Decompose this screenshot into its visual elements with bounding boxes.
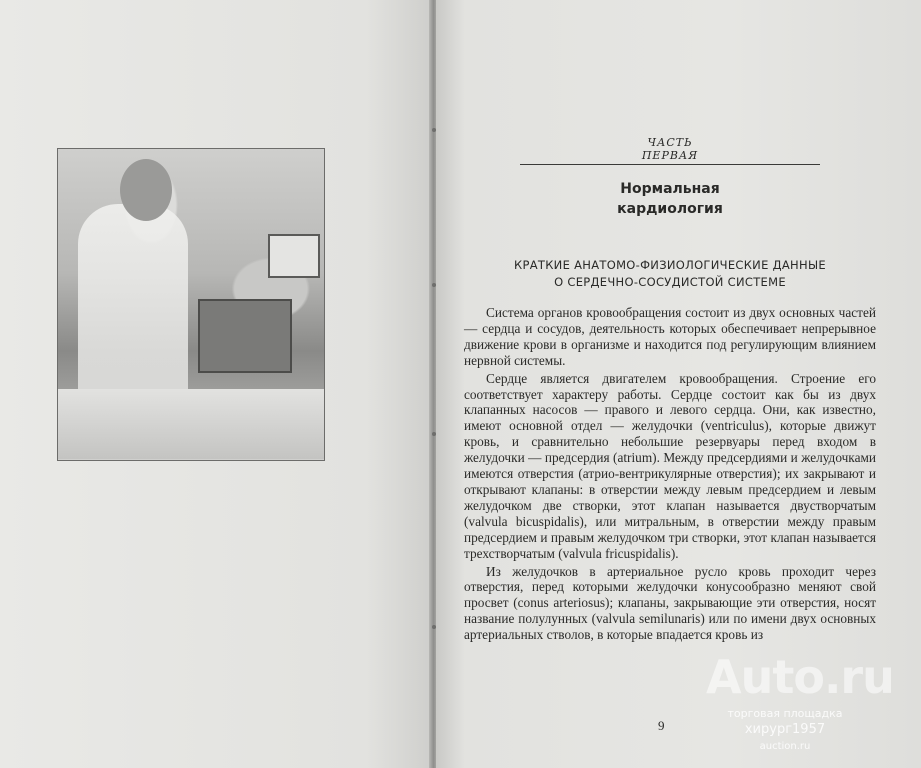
left-page	[0, 0, 431, 768]
part-label-line1: ЧАСТЬ	[647, 136, 693, 149]
paragraph: Система органов кровообращения состоит из двух основных частей — сердца и сосудов, деятельность которых обеспечивает непрерывное движение крови в организме и находится под регулирующим влиянием нервной системы.	[464, 305, 876, 368]
section-title	[464, 257, 876, 291]
section-title-line2: О СЕРДЕЧНО-СОСУДИСТОЙ СИСТЕМЕ	[554, 275, 786, 289]
paragraph: Сердце является двигателем кровообращения. Строение его соответствует характеру работы. Сердце состоит как бы из двух клапанных насосов — правого и левого сердца. Они, как известно, имеют основной отдел — желудочки (ventriculus), которые движут кровь, и сравнительно небольшие резервуары перед входом в желудочки — предсердия (atrium). Между предсердиями и желудочками имеются отверстия (атрио-вентрикулярные отверстия); их закрывают и открывают клапаны: в отверстии между левым предсердием и левым желудочком две створки, этот клапан называется двустворчатым (valvula bicuspidalis), или митральным, в отверстии между правым предсердием и правым желудочком три створки, этот клапан называется трехстворчатым (valvula fricuspidalis).	[464, 370, 876, 561]
section-title-line1: КРАТКИЕ АНАТОМО-ФИЗИОЛОГИЧЕСКИЕ ДАННЫЕ	[514, 258, 826, 272]
watermark-subtitle: торговая площадка	[727, 707, 843, 720]
watermark-logo: Auto.ru	[706, 650, 894, 704]
photo-monitor	[268, 234, 320, 278]
photo-doctor-head	[120, 159, 172, 221]
chapter-title	[464, 179, 876, 219]
title-rule	[520, 164, 820, 165]
watermark-user: хирург1957	[744, 722, 826, 737]
paragraph: Из желудочков в артериальное русло кровь проходит через отверстия, перед которыми желудочки конусообразно меняют свой просвет (conus arteriosus); клапаны, закрывающие эти отверстия, носят название полулунных (valvula semilunaris) или по имени двух основных артериальных стволов, в которые впадается кровь из	[464, 563, 876, 643]
photo-patient-bed	[58, 389, 324, 459]
part-label-line2: ПЕРВАЯ	[641, 149, 699, 162]
chapter-title-line1: Нормальная	[620, 181, 720, 197]
doctor-patient-photo	[57, 148, 325, 461]
chapter-title-line2: кардиология	[617, 201, 723, 217]
watermark-domain: auction.ru	[759, 741, 811, 752]
page-number: 9	[658, 718, 665, 733]
part-label	[464, 136, 876, 162]
photo-medical-device	[198, 299, 292, 373]
right-page-text	[464, 136, 876, 643]
